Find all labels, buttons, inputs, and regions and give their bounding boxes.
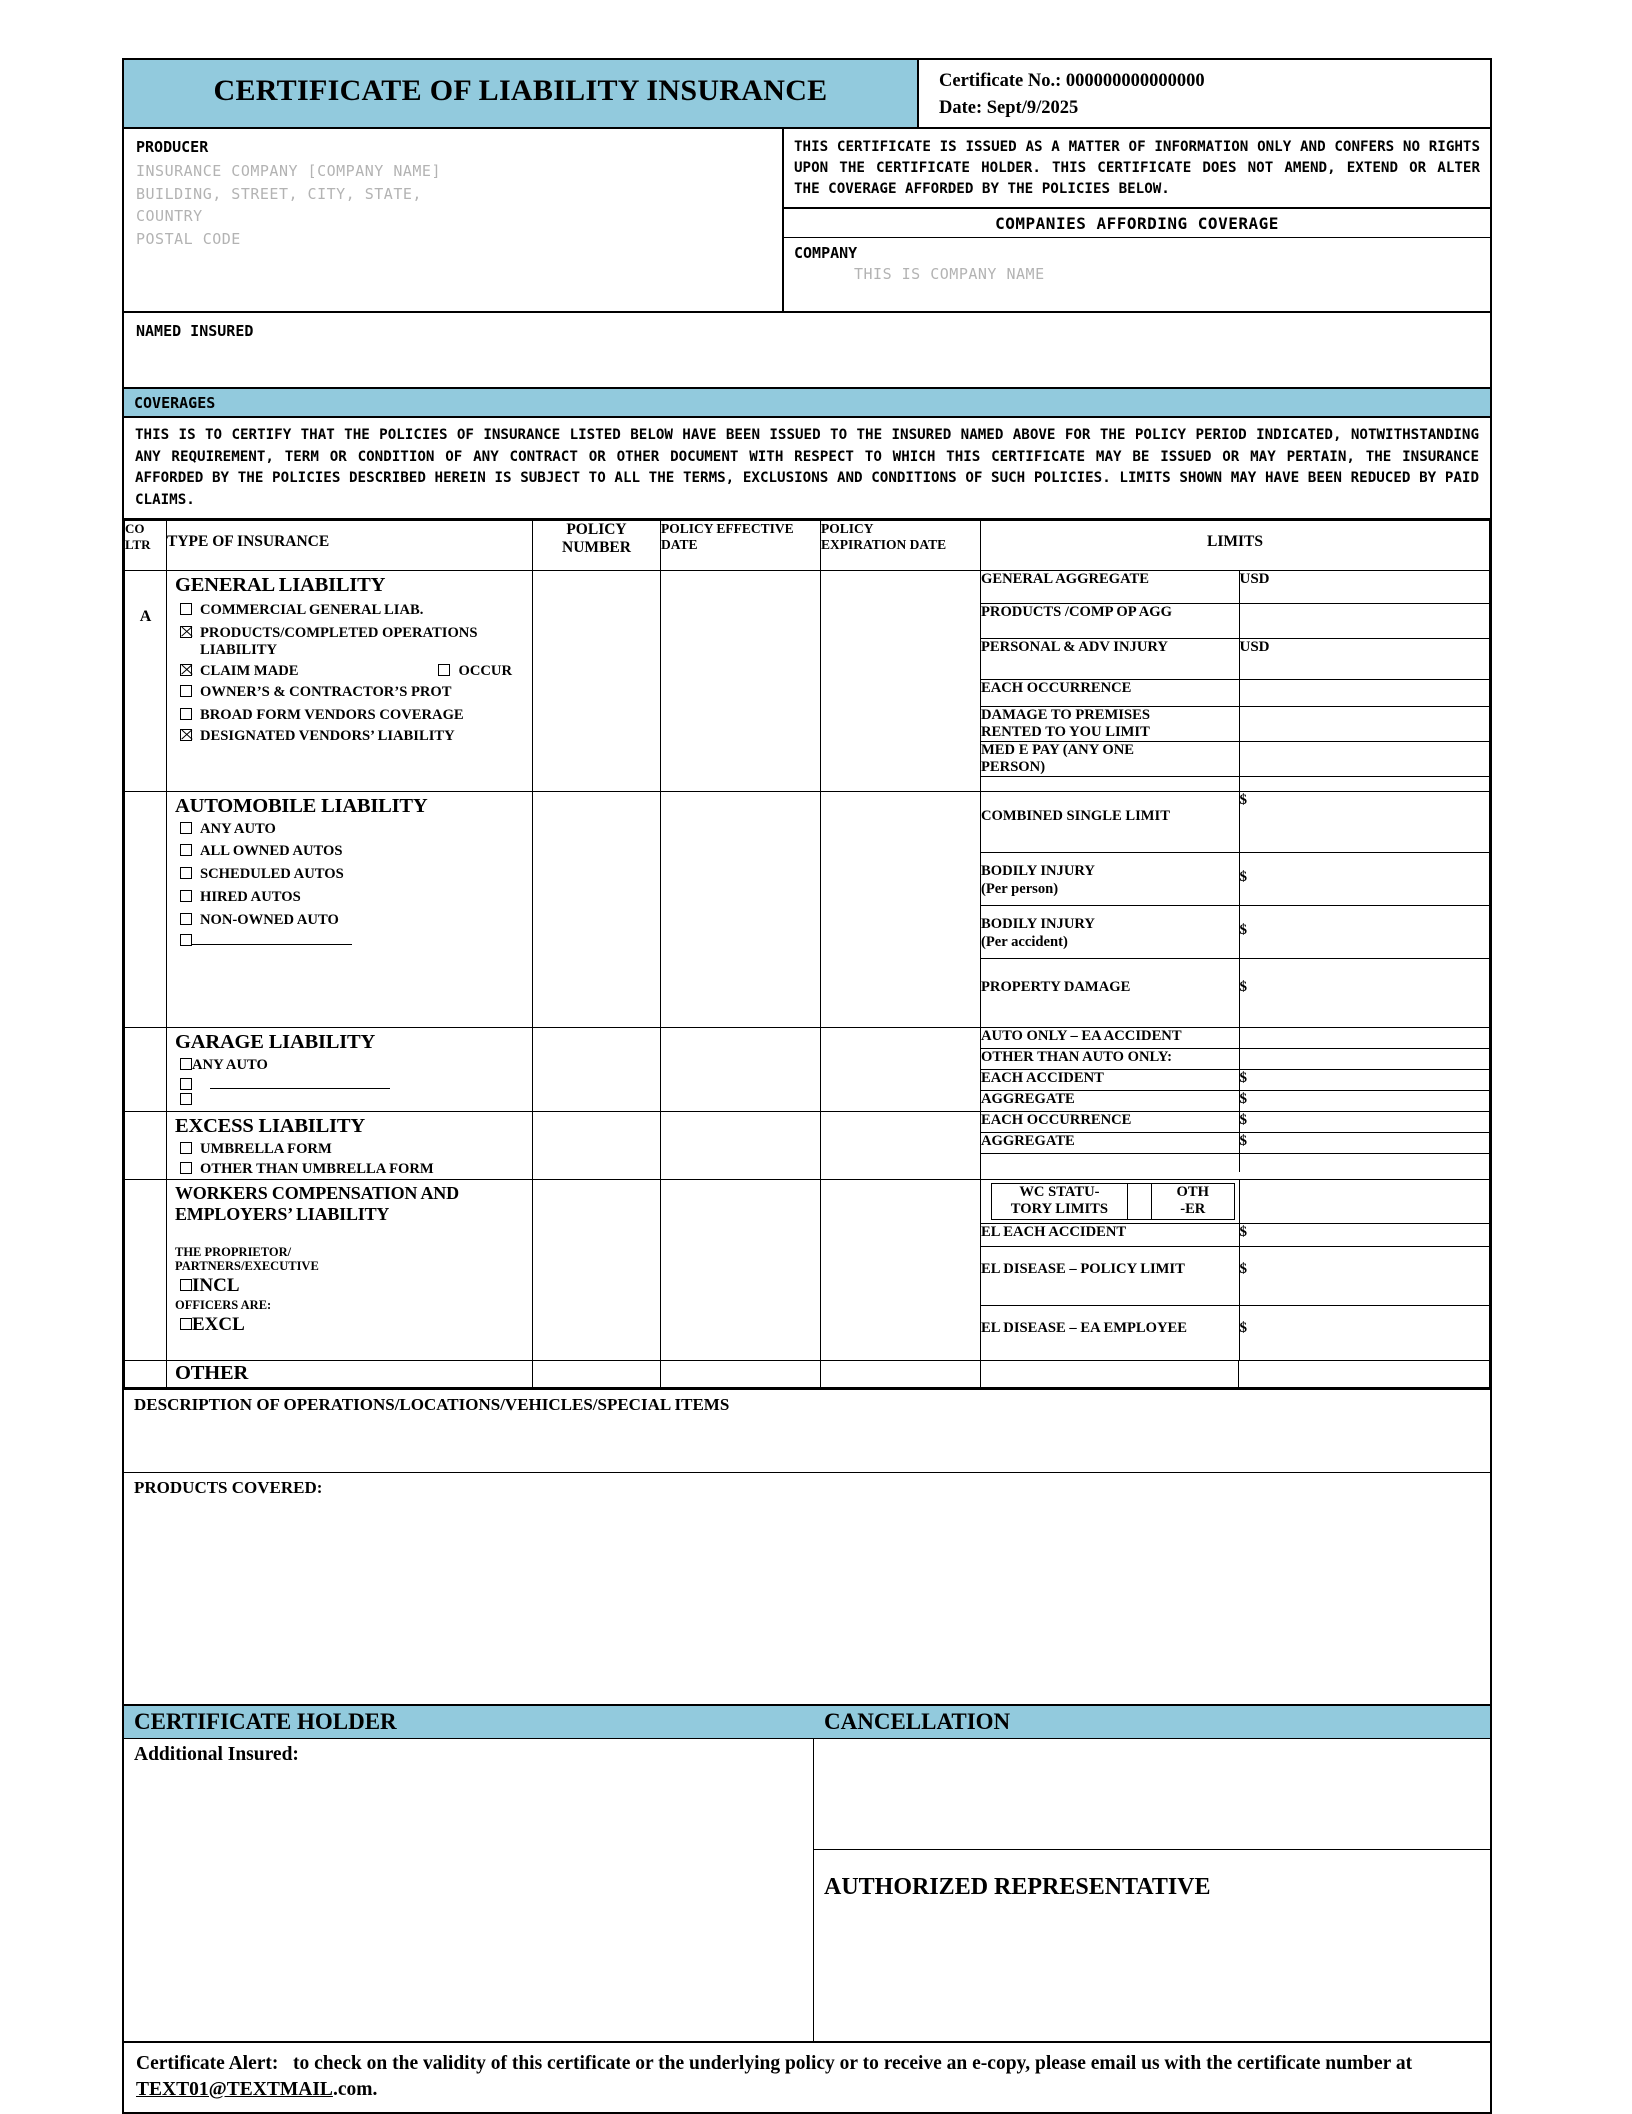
checkbox-icon[interactable] bbox=[180, 1058, 192, 1070]
excess-liability-title: EXCESS LIABILITY bbox=[175, 1115, 365, 1138]
col-limits: LIMITS bbox=[981, 520, 1490, 570]
garage-liability-title: GARAGE LIABILITY bbox=[175, 1031, 376, 1054]
alert-prefix: Certificate Alert: bbox=[136, 2052, 279, 2074]
description-block bbox=[124, 1388, 1490, 1472]
workers-compensation-cell bbox=[167, 1179, 533, 1360]
checkbox-scheduled-autos[interactable]: SCHEDULED AUTOS bbox=[167, 863, 532, 886]
col-co-ltr bbox=[125, 520, 167, 570]
checkbox-checked-icon[interactable] bbox=[180, 626, 192, 638]
checkbox-icon[interactable] bbox=[180, 822, 192, 834]
checkbox-icon[interactable] bbox=[180, 844, 192, 856]
checkbox-designated-vendors-liability[interactable]: DESIGNATED VENDORS’ LIABILITY bbox=[167, 727, 532, 746]
certificate-date: Date: Sept/9/2025 bbox=[939, 97, 1079, 118]
limit-row: OTHER THAN AUTO ONLY: bbox=[981, 1049, 1489, 1070]
row-workers-compensation bbox=[125, 1179, 1490, 1360]
col-policy-number-line1: POLICY bbox=[566, 520, 627, 538]
checkbox-icon[interactable] bbox=[180, 934, 192, 946]
footer-body bbox=[124, 1739, 1490, 2041]
checkbox-garage-any-auto[interactable]: ANY AUTO bbox=[167, 1056, 532, 1075]
checkbox-broad-form-vendors-coverage[interactable]: BROAD FORM VENDORS COVERAGE bbox=[167, 704, 532, 727]
certificate-holder-input-area[interactable] bbox=[134, 1766, 813, 2016]
page-title: CERTIFICATE OF LIABILITY INSURANCE bbox=[124, 60, 917, 127]
policy-expiration-excess-liability[interactable] bbox=[821, 1112, 981, 1179]
checkbox-icon[interactable] bbox=[180, 708, 192, 720]
limit-row bbox=[981, 742, 1489, 777]
col-policy-effective-date bbox=[661, 520, 821, 570]
limits-table-excess bbox=[981, 1112, 1489, 1172]
col-policy-effective-line1: POLICY EFFECTIVE bbox=[661, 520, 794, 536]
description-input-area[interactable] bbox=[124, 1419, 1490, 1465]
garage-liability-cell bbox=[167, 1028, 533, 1112]
limit-row-spacer bbox=[981, 777, 1489, 792]
companies-affording-heading: COMPANIES AFFORDING COVERAGE bbox=[784, 209, 1490, 238]
certificate-alert bbox=[124, 2041, 1490, 2112]
limit-row: PRODUCTS /COMP OP AGG bbox=[981, 603, 1489, 638]
other-title: OTHER bbox=[175, 1361, 249, 1384]
write-in-rule[interactable] bbox=[210, 1077, 390, 1089]
producer-disclaimer-row bbox=[124, 129, 1490, 311]
coverages-band: COVERAGES bbox=[124, 389, 1490, 418]
col-co-ltr-line2: LTR bbox=[125, 536, 151, 552]
producer-label: PRODUCER bbox=[136, 138, 209, 157]
limit-row: PROPERTY DAMAGE $ bbox=[981, 959, 1489, 1028]
col-policy-expiration-line1: POLICY bbox=[821, 520, 874, 536]
description-heading: DESCRIPTION OF OPERATIONS/LOCATIONS/VEHICLES/SPECIAL ITEMS bbox=[134, 1394, 730, 1414]
products-covered-heading: PRODUCTS COVERED: bbox=[134, 1477, 323, 1497]
policy-number-other[interactable] bbox=[533, 1360, 661, 1387]
limit-row: EL DISEASE – EA EMPLOYEE $ bbox=[981, 1305, 1489, 1360]
form-header bbox=[124, 60, 1490, 129]
limit-row: EACH ACCIDENT $ bbox=[981, 1070, 1489, 1091]
limit-row: AGGREGATE $ bbox=[981, 1133, 1489, 1154]
policy-number-workers-compensation[interactable] bbox=[533, 1179, 661, 1360]
general-liability-cell bbox=[167, 570, 533, 792]
certificate-meta bbox=[917, 60, 1490, 127]
checkbox-icon[interactable] bbox=[180, 1279, 192, 1291]
checkbox-icon[interactable] bbox=[180, 1142, 192, 1154]
limit-row: BODILY INJURY (Per person) $ bbox=[981, 853, 1489, 906]
certificate-form bbox=[122, 58, 1492, 2114]
checkbox-incl[interactable]: INCL bbox=[167, 1274, 532, 1298]
cancellation-block bbox=[814, 1739, 1490, 2041]
co-ltr-excess-liability[interactable] bbox=[125, 1112, 167, 1179]
row-other bbox=[125, 1360, 1490, 1387]
certificate-number: Certificate No.: 000000000000000 bbox=[939, 71, 1205, 91]
checkbox-commercial-general-liab[interactable]: COMMERCIAL GENERAL LIAB. bbox=[167, 599, 532, 622]
checkbox-any-auto[interactable]: ANY AUTO bbox=[167, 820, 532, 839]
co-ltr-other[interactable] bbox=[125, 1360, 167, 1387]
producer-address-line: COUNTRY bbox=[136, 207, 203, 226]
officers-are-label: OFFICERS ARE: bbox=[175, 1298, 272, 1313]
limit-label-other[interactable] bbox=[981, 1360, 1239, 1387]
limit-label-bodily-injury-person: BODILY INJURY (Per person) bbox=[981, 853, 1239, 906]
general-liability-title: GENERAL LIABILITY bbox=[175, 573, 386, 596]
footer-band bbox=[124, 1704, 1490, 1739]
limit-value-other[interactable] bbox=[1239, 1360, 1490, 1387]
checkbox-icon[interactable] bbox=[180, 867, 192, 879]
limit-label-bodily-injury-accident: BODILY INJURY (Per accident) bbox=[981, 906, 1239, 959]
co-ltr-workers-compensation[interactable] bbox=[125, 1179, 167, 1360]
producer-address-line: INSURANCE COMPANY [COMPANY NAME] bbox=[136, 162, 441, 181]
limits-workers-compensation bbox=[981, 1179, 1490, 1360]
wc-statutory-limits-label: WC STATU- TORY LIMITS bbox=[992, 1183, 1128, 1219]
limit-row-spacer bbox=[981, 1154, 1489, 1173]
company-value: THIS IS COMPANY NAME bbox=[854, 265, 1045, 284]
disclaimer-text: THIS CERTIFICATE IS ISSUED AS A MATTER OF INFORMATION ONLY AND CONFERS NO RIGHTS UPON THE CERTIFICATE HOLDER. THIS CERTIFICATE DOES NOT AMEND, EXTEND OR ALTER THE COVERAGE AFFORDED BY THE POLICIES BELOW. bbox=[784, 129, 1490, 209]
checkbox-icon[interactable] bbox=[180, 1162, 192, 1174]
row-excess-liability bbox=[125, 1112, 1490, 1179]
coverage-table bbox=[124, 520, 1490, 1388]
authorized-representative-label: AUTHORIZED REPRESENTATIVE bbox=[824, 1873, 1211, 1900]
products-covered-input-area[interactable] bbox=[124, 1502, 1490, 1692]
checkbox-icon[interactable] bbox=[180, 1318, 192, 1330]
checkbox-icon[interactable] bbox=[180, 1078, 192, 1090]
company-block bbox=[784, 238, 1490, 296]
checkbox-icon[interactable] bbox=[180, 890, 192, 902]
policy-expiration-other[interactable] bbox=[821, 1360, 981, 1387]
alert-email-link[interactable]: TEXT01@TEXTMAIL bbox=[136, 2078, 333, 2100]
checkbox-occur[interactable]: OCCUR bbox=[433, 663, 532, 680]
checkbox-all-owned-autos[interactable]: ALL OWNED AUTOS bbox=[167, 840, 532, 863]
automobile-liability-cell bbox=[167, 792, 533, 1028]
policy-expiration-general-liability[interactable] bbox=[821, 570, 981, 792]
limits-automobile-liability bbox=[981, 792, 1490, 1028]
limit-row: AGGREGATE $ bbox=[981, 1091, 1489, 1112]
checkbox-icon[interactable] bbox=[180, 1093, 192, 1105]
policy-number-general-liability[interactable] bbox=[533, 570, 661, 792]
cancellation-text-area[interactable] bbox=[814, 1739, 1490, 1850]
limit-row: AUTO ONLY – EA ACCIDENT bbox=[981, 1028, 1489, 1049]
producer-address-line: BUILDING, STREET, CITY, STATE, bbox=[136, 184, 422, 203]
producer-address bbox=[136, 160, 782, 250]
limits-general-liability bbox=[981, 570, 1490, 792]
limit-row bbox=[981, 706, 1489, 741]
checkbox-auto-blank[interactable] bbox=[167, 932, 532, 947]
row-automobile-liability bbox=[125, 792, 1490, 1028]
automobile-liability-title: AUTOMOBILE LIABILITY bbox=[175, 795, 428, 818]
col-policy-number-line2: NUMBER bbox=[562, 539, 631, 557]
coverages-certification-text: THIS IS TO CERTIFY THAT THE POLICIES OF INSURANCE LISTED BELOW HAVE BEEN ISSUED TO THE INSURED NAMED ABOVE FOR THE POLICY PERIOD INDICATED, NOTWITHSTANDING ANY REQUIREMENT, TERM OR CONDITION OF ANY CONTRACT OR OTHER DOCUMENT WITH RESPECT TO WHICH THIS CERTIFICATE MAY BE ISSUED OR MAY PERTAIN, THE INSURANCE AFFORDED BY THE POLICIES DESCRIBED HEREIN IS SUBJECT TO ALL THE TERMS, EXCLUSIONS AND CONDITIONS OF SUCH POLICIES. LIMITS SHOWN MAY HAVE BEEN REDUCED BY PAID CLAIMS. bbox=[124, 418, 1490, 519]
policy-effective-garage-liability[interactable] bbox=[661, 1028, 821, 1112]
signature-area[interactable] bbox=[814, 1901, 1490, 2041]
limit-row: EACH OCCURRENCE bbox=[981, 679, 1489, 706]
cancellation-heading: CANCELLATION bbox=[824, 1708, 1011, 1734]
limit-row: COMBINED SINGLE LIMIT $ bbox=[981, 792, 1489, 853]
co-ltr-general-liability: A bbox=[125, 570, 167, 792]
checkbox-hired-autos[interactable]: HIRED AUTOS bbox=[167, 886, 532, 909]
limit-row: PERSONAL & ADV INJURY USD bbox=[981, 638, 1489, 679]
certificate-holder-heading: CERTIFICATE HOLDER bbox=[134, 1708, 397, 1734]
checkbox-other-than-umbrella-form[interactable]: OTHER THAN UMBRELLA FORM bbox=[167, 1160, 532, 1179]
col-policy-expiration-date bbox=[821, 520, 981, 570]
col-policy-expiration-line2: EXPIRATION DATE bbox=[821, 536, 947, 552]
checkbox-umbrella-form[interactable]: UMBRELLA FORM bbox=[167, 1140, 532, 1159]
col-type-of-insurance: TYPE OF INSURANCE bbox=[167, 520, 533, 570]
policy-number-garage-liability[interactable] bbox=[533, 1028, 661, 1112]
limits-table-workers-comp bbox=[981, 1180, 1489, 1360]
checkbox-excl[interactable]: EXCL bbox=[167, 1313, 532, 1337]
limit-row: EL EACH ACCIDENT $ bbox=[981, 1223, 1489, 1246]
col-policy-number bbox=[533, 520, 661, 570]
policy-expiration-garage-liability[interactable] bbox=[821, 1028, 981, 1112]
limits-table-general-liability bbox=[981, 571, 1489, 792]
wc-statutory-table bbox=[991, 1183, 1235, 1220]
producer-address-line: POSTAL CODE bbox=[136, 229, 241, 248]
co-ltr-automobile-liability[interactable] bbox=[125, 792, 167, 1028]
limit-label-med-e-pay: MED E PAY (ANY ONE PERSON) bbox=[981, 742, 1239, 777]
company-label: COMPANY bbox=[794, 244, 858, 263]
excess-liability-cell bbox=[167, 1112, 533, 1179]
row-general-liability bbox=[125, 570, 1490, 792]
checkbox-garage-blank-1[interactable] bbox=[167, 1076, 532, 1091]
wc-statutory-row bbox=[981, 1180, 1489, 1224]
limits-table-garage bbox=[981, 1028, 1489, 1111]
limit-label-damage-premises: DAMAGE TO PREMISES RENTED TO YOU LIMIT bbox=[981, 706, 1239, 741]
alert-body: to check on the validity of this certificate or the underlying policy or to receive an e-copy, please email us with the certificate number at bbox=[293, 2052, 1413, 2074]
wc-statutory-cell bbox=[981, 1180, 1239, 1224]
right-header-column bbox=[784, 129, 1490, 311]
wc-statutory-checkbox-cell[interactable] bbox=[1127, 1183, 1151, 1219]
checkbox-icon[interactable] bbox=[180, 685, 192, 697]
checkbox-claim-made-occur[interactable]: CLAIM MADE OCCUR bbox=[167, 662, 532, 681]
policy-expiration-workers-compensation[interactable] bbox=[821, 1179, 981, 1360]
proprietor-note: THE PROPRIETOR/ PARTNERS/EXECUTIVE bbox=[175, 1244, 319, 1274]
policy-effective-excess-liability[interactable] bbox=[661, 1112, 821, 1179]
policy-number-excess-liability[interactable] bbox=[533, 1112, 661, 1179]
alert-email-tail: .com. bbox=[332, 2078, 378, 2100]
limits-garage-liability bbox=[981, 1028, 1490, 1112]
checkbox-icon[interactable] bbox=[180, 913, 192, 925]
policy-number-automobile-liability[interactable] bbox=[533, 792, 661, 1028]
limit-row: EACH OCCURRENCE $ bbox=[981, 1112, 1489, 1133]
named-insured-label: NAMED INSURED bbox=[136, 322, 254, 341]
checkbox-non-owned-auto[interactable]: NON-OWNED AUTO bbox=[167, 909, 532, 932]
wc-statutory-value[interactable] bbox=[1239, 1180, 1489, 1224]
checkbox-checked-icon[interactable] bbox=[180, 664, 192, 676]
checkbox-products-completed-operations[interactable]: PRODUCTS/COMPLETED OPERATIONS LIABILITY bbox=[167, 622, 532, 662]
products-covered-block bbox=[124, 1472, 1490, 1704]
policy-effective-other[interactable] bbox=[661, 1360, 821, 1387]
checkbox-checked-icon[interactable] bbox=[180, 729, 192, 741]
co-ltr-garage-liability[interactable] bbox=[125, 1028, 167, 1112]
limit-row: BODILY INJURY (Per accident) $ bbox=[981, 906, 1489, 959]
col-policy-effective-line2: DATE bbox=[661, 536, 698, 552]
policy-effective-automobile-liability[interactable] bbox=[661, 792, 821, 1028]
checkbox-garage-blank-2[interactable] bbox=[167, 1091, 532, 1106]
limits-table-automobile bbox=[981, 792, 1489, 1027]
certificate-holder-block bbox=[124, 1739, 814, 2041]
checkbox-icon[interactable] bbox=[438, 664, 450, 676]
limit-row: GENERAL AGGREGATE USD bbox=[981, 571, 1489, 604]
additional-insured-label: Additional Insured: bbox=[134, 1743, 299, 1765]
checkbox-owners-contractors-prot[interactable]: OWNER’S & CONTRACTOR’S PROT bbox=[167, 681, 532, 704]
policy-effective-workers-compensation[interactable] bbox=[661, 1179, 821, 1360]
write-in-rule[interactable] bbox=[192, 933, 352, 945]
col-co-ltr-line1: CO bbox=[125, 520, 145, 536]
named-insured-block bbox=[124, 311, 1490, 389]
policy-expiration-automobile-liability[interactable] bbox=[821, 792, 981, 1028]
limits-excess-liability bbox=[981, 1112, 1490, 1179]
workers-comp-title: WORKERS COMPENSATION AND EMPLOYERS’ LIABILITY bbox=[175, 1182, 459, 1224]
wc-other-label: OTH -ER bbox=[1152, 1183, 1234, 1219]
other-cell bbox=[167, 1360, 533, 1387]
policy-effective-general-liability[interactable] bbox=[661, 570, 821, 792]
checkbox-icon[interactable] bbox=[180, 603, 192, 615]
producer-block bbox=[124, 129, 784, 311]
row-garage-liability bbox=[125, 1028, 1490, 1112]
limit-row: EL DISEASE – POLICY LIMIT $ bbox=[981, 1246, 1489, 1305]
table-header-row bbox=[125, 520, 1490, 570]
